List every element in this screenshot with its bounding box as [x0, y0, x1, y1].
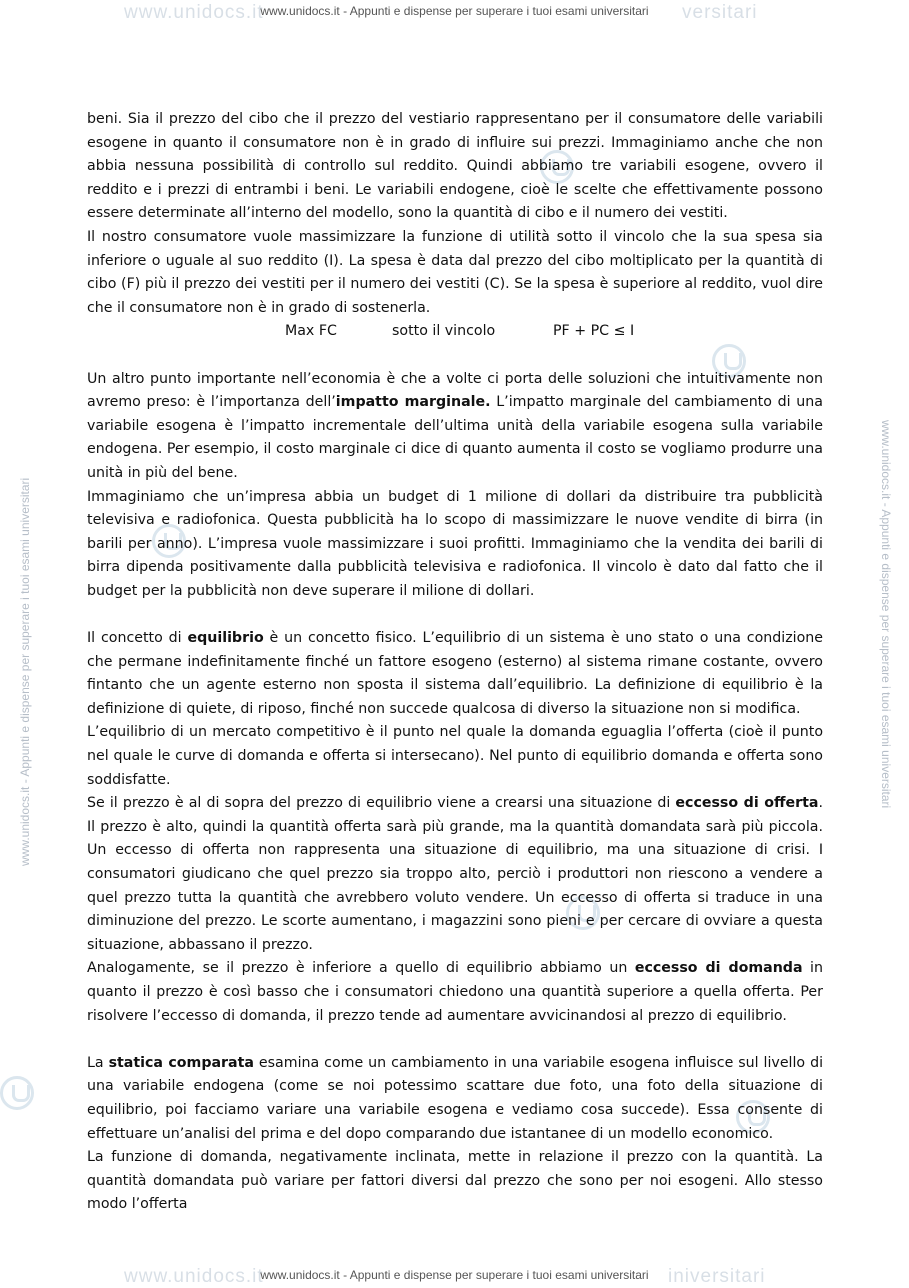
paragraph	[87, 368, 823, 486]
paragraph	[87, 1052, 823, 1146]
text-run: Un altro punto importante nell’economia è che a volte ci porta delle soluzioni che intuitivamente non avremo preso: è l’importanza dell’	[87, 370, 823, 411]
text-run: Analogamente, se il prezzo è inferiore a quello di equilibrio abbiamo un	[87, 960, 635, 977]
text-run: . Il prezzo è alto, quindi la quantità offerta sarà più grande, ma la quantità domandata sarà più piccola. Un eccesso di offerta non rappresenta una situazione di equilibrio, ma una situazione di crisi. I consumatori giudicano che quel prezzo sia troppo alto, perciò i produttori non riescono a vendere a quel prezzo tutta la quantità che avrebbero voluto vendere. Un eccesso di offerta si traduce in una diminuzione del prezzo. Le scorte aumentano, i magazzini sono pieni e per cercare di ovviare a questa situazione, abbassano il prezzo.	[87, 795, 823, 953]
side-watermark-right: www.unidocs.it - Appunti e dispense per superare i tuoi esami universitari	[879, 420, 893, 809]
text-run: L’impatto marginale del cambiamento di una variabile esogena è l’impatto incrementale dell’ultima unità della variabile esogena sulla variabile endogena. Per esempio, il costo marginale ci dice di quanto aumenta il costo se vogliamo produrre una unità in più del bene.	[87, 394, 823, 481]
header-watermark-ghost-left: www.unidocs.it	[124, 2, 264, 23]
paragraph	[87, 627, 823, 721]
paragraph: La funzione di domanda, negativamente inclinata, mette in relazione il prezzo con la quantità. La quantità domandata può variare per fattori diversi dal prezzo che sono per noi esogeni. Allo stesso modo l’offerta	[87, 1149, 823, 1213]
text-run: Il concetto di	[87, 630, 188, 647]
unidocs-logo-icon	[0, 1076, 34, 1110]
paragraph: Il nostro consumatore vuole massimizzare la funzione di utilità sotto il vincolo che la sua spesa sia inferiore o uguale al suo reddito (I). La spesa è data dal prezzo del cibo moltiplicato per la quantità di cibo (F) più il prezzo dei vestiti per il numero dei vestiti (C). Se la spesa è superiore al reddito, vuol dire che il consumatore non è in grado di sostenerla.	[87, 228, 823, 316]
text-run: esamina come un cambiamento in una variabile esogena influisce sul livello di una variabile endogena (come se noi potessimo scattare due foto, una foto della situazione di equilibrio, poi facciamo variare una variabile esogena e vediamo cosa succede). Essa consente di effettuare un’analisi del prima e del dopo comparando due istantanee di un modello economico.	[87, 1054, 824, 1142]
paragraph: beni. Sia il prezzo del cibo che il prezzo del vestiario rappresentano per il consumatore delle variabili esogene in quanto il consumatore non è in grado di influire sui prezzi. Immaginiamo anche che non abbia nessuna possibilità di controllo sul reddito. Quindi abbiamo tre variabili esogene, ovvero il reddito e i prezzi di entrambi i beni. Le variabili endogene, cioè le scelte che effettivamente possono essere determinate all’interno del modello, sono la quantità di cibo e il numero dei vestiti.	[87, 111, 823, 222]
paragraph	[87, 957, 823, 1028]
footer-watermark-ghost-right: iniversitari	[668, 1266, 766, 1287]
formula-constraint-label: sotto il vincolo	[392, 323, 496, 340]
paragraph	[87, 792, 823, 957]
header-watermark-ghost-right: versitari	[682, 2, 758, 23]
text-run: La	[87, 1054, 109, 1071]
document-body	[87, 108, 823, 1217]
optimization-formula	[87, 320, 823, 344]
page-header: www.unidocs.it - Appunti e dispense per superare i tuoi esami universitari	[260, 4, 649, 18]
bold-term: eccesso di domanda	[634, 960, 803, 977]
bold-term: eccesso di offerta	[675, 795, 819, 812]
bold-term: statica comparata	[108, 1054, 254, 1071]
formula-objective: Max FC	[285, 323, 337, 340]
footer-watermark-ghost-left: www.unidocs.it	[124, 1266, 264, 1287]
bold-term: impatto marginale.	[335, 394, 491, 411]
formula-constraint: PF + PC ≤ I	[553, 323, 635, 340]
bold-term: equilibrio	[187, 630, 264, 647]
side-watermark-left: www.unidocs.it - Appunti e dispense per superare i tuoi esami universitari	[18, 477, 32, 866]
page-footer: www.unidocs.it - Appunti e dispense per superare i tuoi esami universitari	[260, 1268, 649, 1282]
text-run: è un concetto fisico. L’equilibrio di un sistema è uno stato o una condizione che permane indefinitamente finché un fattore esogeno (esterno) al sistema rimane costante, ovvero fintanto che un agente esterno non sposta il sistema dall’equilibrio. La definizione di equilibrio è la definizione di quiete, di riposo, finché non succede qualcosa di diverso la situazione non si modifica.	[87, 630, 823, 717]
text-run: Se il prezzo è al di sopra del prezzo di equilibrio viene a crearsi una situazione di	[87, 795, 676, 812]
paragraph: L’equilibrio di un mercato competitivo è il punto nel quale la domanda eguaglia l’offerta (cioè il punto nel quale le curve di domanda e offerta si intersecano). Nel punto di equilibrio domanda e offerta sono soddisfatte.	[87, 724, 823, 788]
paragraph: Immaginiamo che un’impresa abbia un budget di 1 milione di dollari da distribuire tra pubblicità televisiva e radiofonica. Questa pubblicità ha lo scopo di massimizzare le nuove vendite di birra (in barili per anno). L’impresa vuole massimizzare i suoi profitti. Immaginiamo che la vendita dei barili di birra dipenda positivamente dalla pubblicità televisiva e radiofonica. Il vincolo è dato dal fatto che il budget per la pubblicità non deve superare il milione di dollari.	[87, 488, 823, 599]
text-run: in quanto il prezzo è così basso che i consumatori chiedono una quantità superiore a quella offerta. Per risolvere l’eccesso di domanda, il prezzo tende ad aumentare avvicinandosi al prezzo di equilibrio.	[87, 960, 823, 1024]
